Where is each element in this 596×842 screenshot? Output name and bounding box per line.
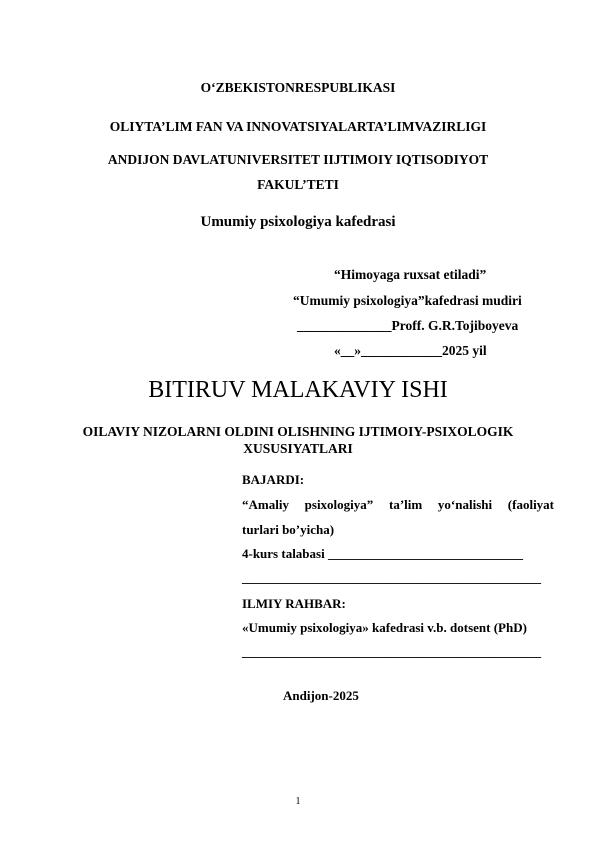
author-label: BAJARDI: [242,472,305,487]
date-year: 2025 yil [442,343,487,358]
supervisor-label: ILMIY RAHBAR: [242,596,346,611]
date-blank: ____________ [361,343,442,358]
topic-line1: OILAVIY NIZOLARNI OLDINI OLISHNING IJTIMOIY-PSIXOLOGIK [82,424,514,439]
topic-line2: XUSUSIYATLARI [243,441,353,456]
supervisor-position: «Umumiy psixologiya» kafedrasi v.b. dotsent (PhD) [242,620,527,635]
program-word: “Amaliy [242,497,289,512]
signature-blank: ______________ [297,318,392,333]
student-label: 4-kurs talabasi [242,546,325,561]
program-word: psixologiya” [304,497,374,512]
ministry-name: OLIYTA’LIM FAN VA INNOVATSIYALARTA’LIMVAZIRLIGI [109,119,487,134]
university-name-line2: FAKUL’TETI [257,177,339,192]
approval-permission: “Himoyaga ruxsat etiladi” [334,267,487,282]
page-number: 1 [295,796,301,807]
date-day-month: «__» [334,343,361,358]
program-line1 [242,497,554,513]
program-word: (faoliyat [507,497,555,512]
department-name: Umumiy psixologiya kafedrasi [200,214,396,230]
approval-head-title: “Umumiy psixologiya”kafedrasi mudiri [293,293,522,308]
author-extra-blank: ______________________________________________ [242,570,541,585]
approval-head-name: Proff. G.R.Tojiboyeva [391,318,519,333]
supervisor-signature-blank: ______________________________________________ [242,644,541,659]
university-name-line1: ANDIJON DAVLATUNIVERSITET IIJTIMOIY IQTISODIYOT [107,152,489,167]
place-year: Andijon-2025 [283,688,359,703]
student-line [242,546,523,562]
work-type-title: BITIRUV MALAKAVIY ISHI [148,377,448,403]
student-name-blank: ______________________________ [327,546,523,561]
republic-name: O‘ZBEKISTONRESPUBLIKASI [200,80,396,95]
program-word: yo‘nalishi [437,497,493,512]
program-word: ta’lim [388,497,423,512]
approval-date [334,343,487,359]
program-line2: turlari bo’yicha) [242,522,335,537]
approval-signature-line [297,318,518,334]
